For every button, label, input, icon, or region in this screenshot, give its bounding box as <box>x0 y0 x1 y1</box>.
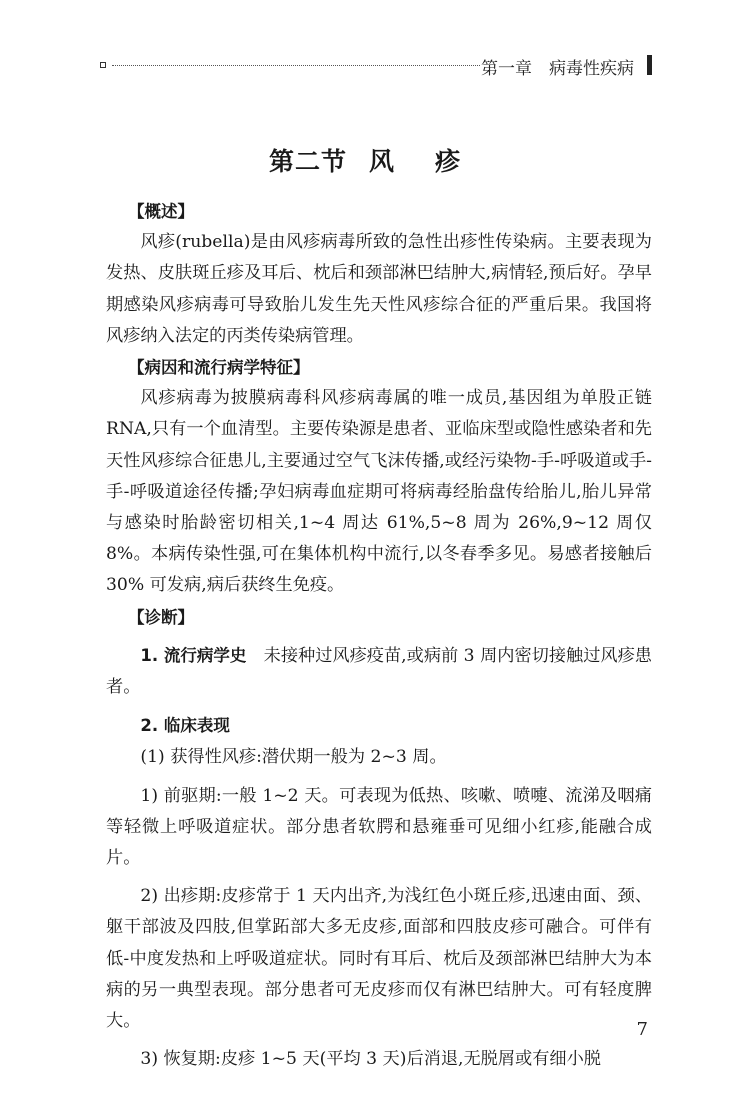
clinical-manifestation-label: 2. 临床表现 <box>140 716 230 736</box>
header-dotted-rule <box>112 65 480 66</box>
recovery-stage-paragraph: 3) 恢复期:皮疹 1~5 天(平均 3 天)后消退,无脱屑或有细小脱 <box>140 1049 601 1070</box>
header-square-marker <box>100 62 106 68</box>
etiology-heading: 【病因和流行病学特征】 <box>128 358 310 378</box>
prodromal-stage-paragraph: 1) 前驱期:一般 1~2 天。可表现为低热、咳嗽、喷嚏、流涕及咽痛等轻微上呼吸道症状。部分患者软腭和悬雍垂可见细小红疹,能融合成片。 <box>106 785 652 869</box>
clinical-manifestation-heading <box>106 710 652 742</box>
epidemiology-history-text: 未接种过风疹疫苗,或病前 3 周内密切接触过风疹患者。 <box>106 645 652 698</box>
section-title <box>0 142 730 178</box>
overview-paragraph: 风疹(rubella)是由风疹病毒所致的急性出疹性传染病。主要表现为发热、皮肤斑丘疹及耳后、枕后和颈部淋巴结肿大,病情轻,预后好。孕早期感染风疹病毒可导致胎儿发生先天性风疹综合征的严重后果。我国将风疹纳入法定的丙类传染病管理。 <box>106 232 652 346</box>
header-bar-mark <box>647 55 652 75</box>
running-header <box>100 52 652 82</box>
section-title-char-1: 风 <box>368 147 395 176</box>
section-title-char-2: 疹 <box>435 147 462 176</box>
diagnosis-heading: 【诊断】 <box>128 607 194 627</box>
running-header-chapter: 第一章 病毒性疾病 <box>481 59 634 79</box>
acquired-rubella-paragraph: (1) 获得性风疹:潜伏期一般为 2~3 周。 <box>140 747 447 768</box>
body-content <box>106 196 652 1075</box>
epidemiology-history-label: 1. 流行病学史 <box>140 645 247 665</box>
epidemiology-history-paragraph <box>106 640 652 703</box>
overview-heading: 【概述】 <box>128 202 194 221</box>
section-label: 第二节 <box>268 147 347 176</box>
page-number: 7 <box>636 1019 648 1040</box>
eruption-stage-paragraph: 2) 出疹期:皮疹常于 1 天内出齐,为浅红色小斑丘疹,迅速由面、颈、躯干部波及四肢,但掌跖部大多无皮疹,面部和四肢皮疹可融合。可伴有低-中度发热和上呼吸道症状。同时有耳后、枕后及颈部淋巴结肿大为本病的另一典型表现。部分患者可无皮疹而仅有淋巴结肿大。可有轻度脾大。 <box>106 886 652 1032</box>
etiology-paragraph: 风疹病毒为披膜病毒科风疹病毒属的唯一成员,基因组为单股正链 RNA,只有一个血清型。主要传染源是患者、亚临床型或隐性感染者和先天性风疹综合征患儿,主要通过空气飞沫传播,或经污染物-手-呼吸道或手-手-呼吸道途径传播;孕妇病毒血症期可将病毒经胎盘传给胎儿,胎儿异常与感染时胎龄密切相关,1~4 周达 61%,5~8 周为 26%,9~12 周仅 8%。本病传染性强,可在集体机构中流行,以冬春季多见。易感者接触后 30% 可发病,病后获终生免疫。 <box>106 388 652 596</box>
